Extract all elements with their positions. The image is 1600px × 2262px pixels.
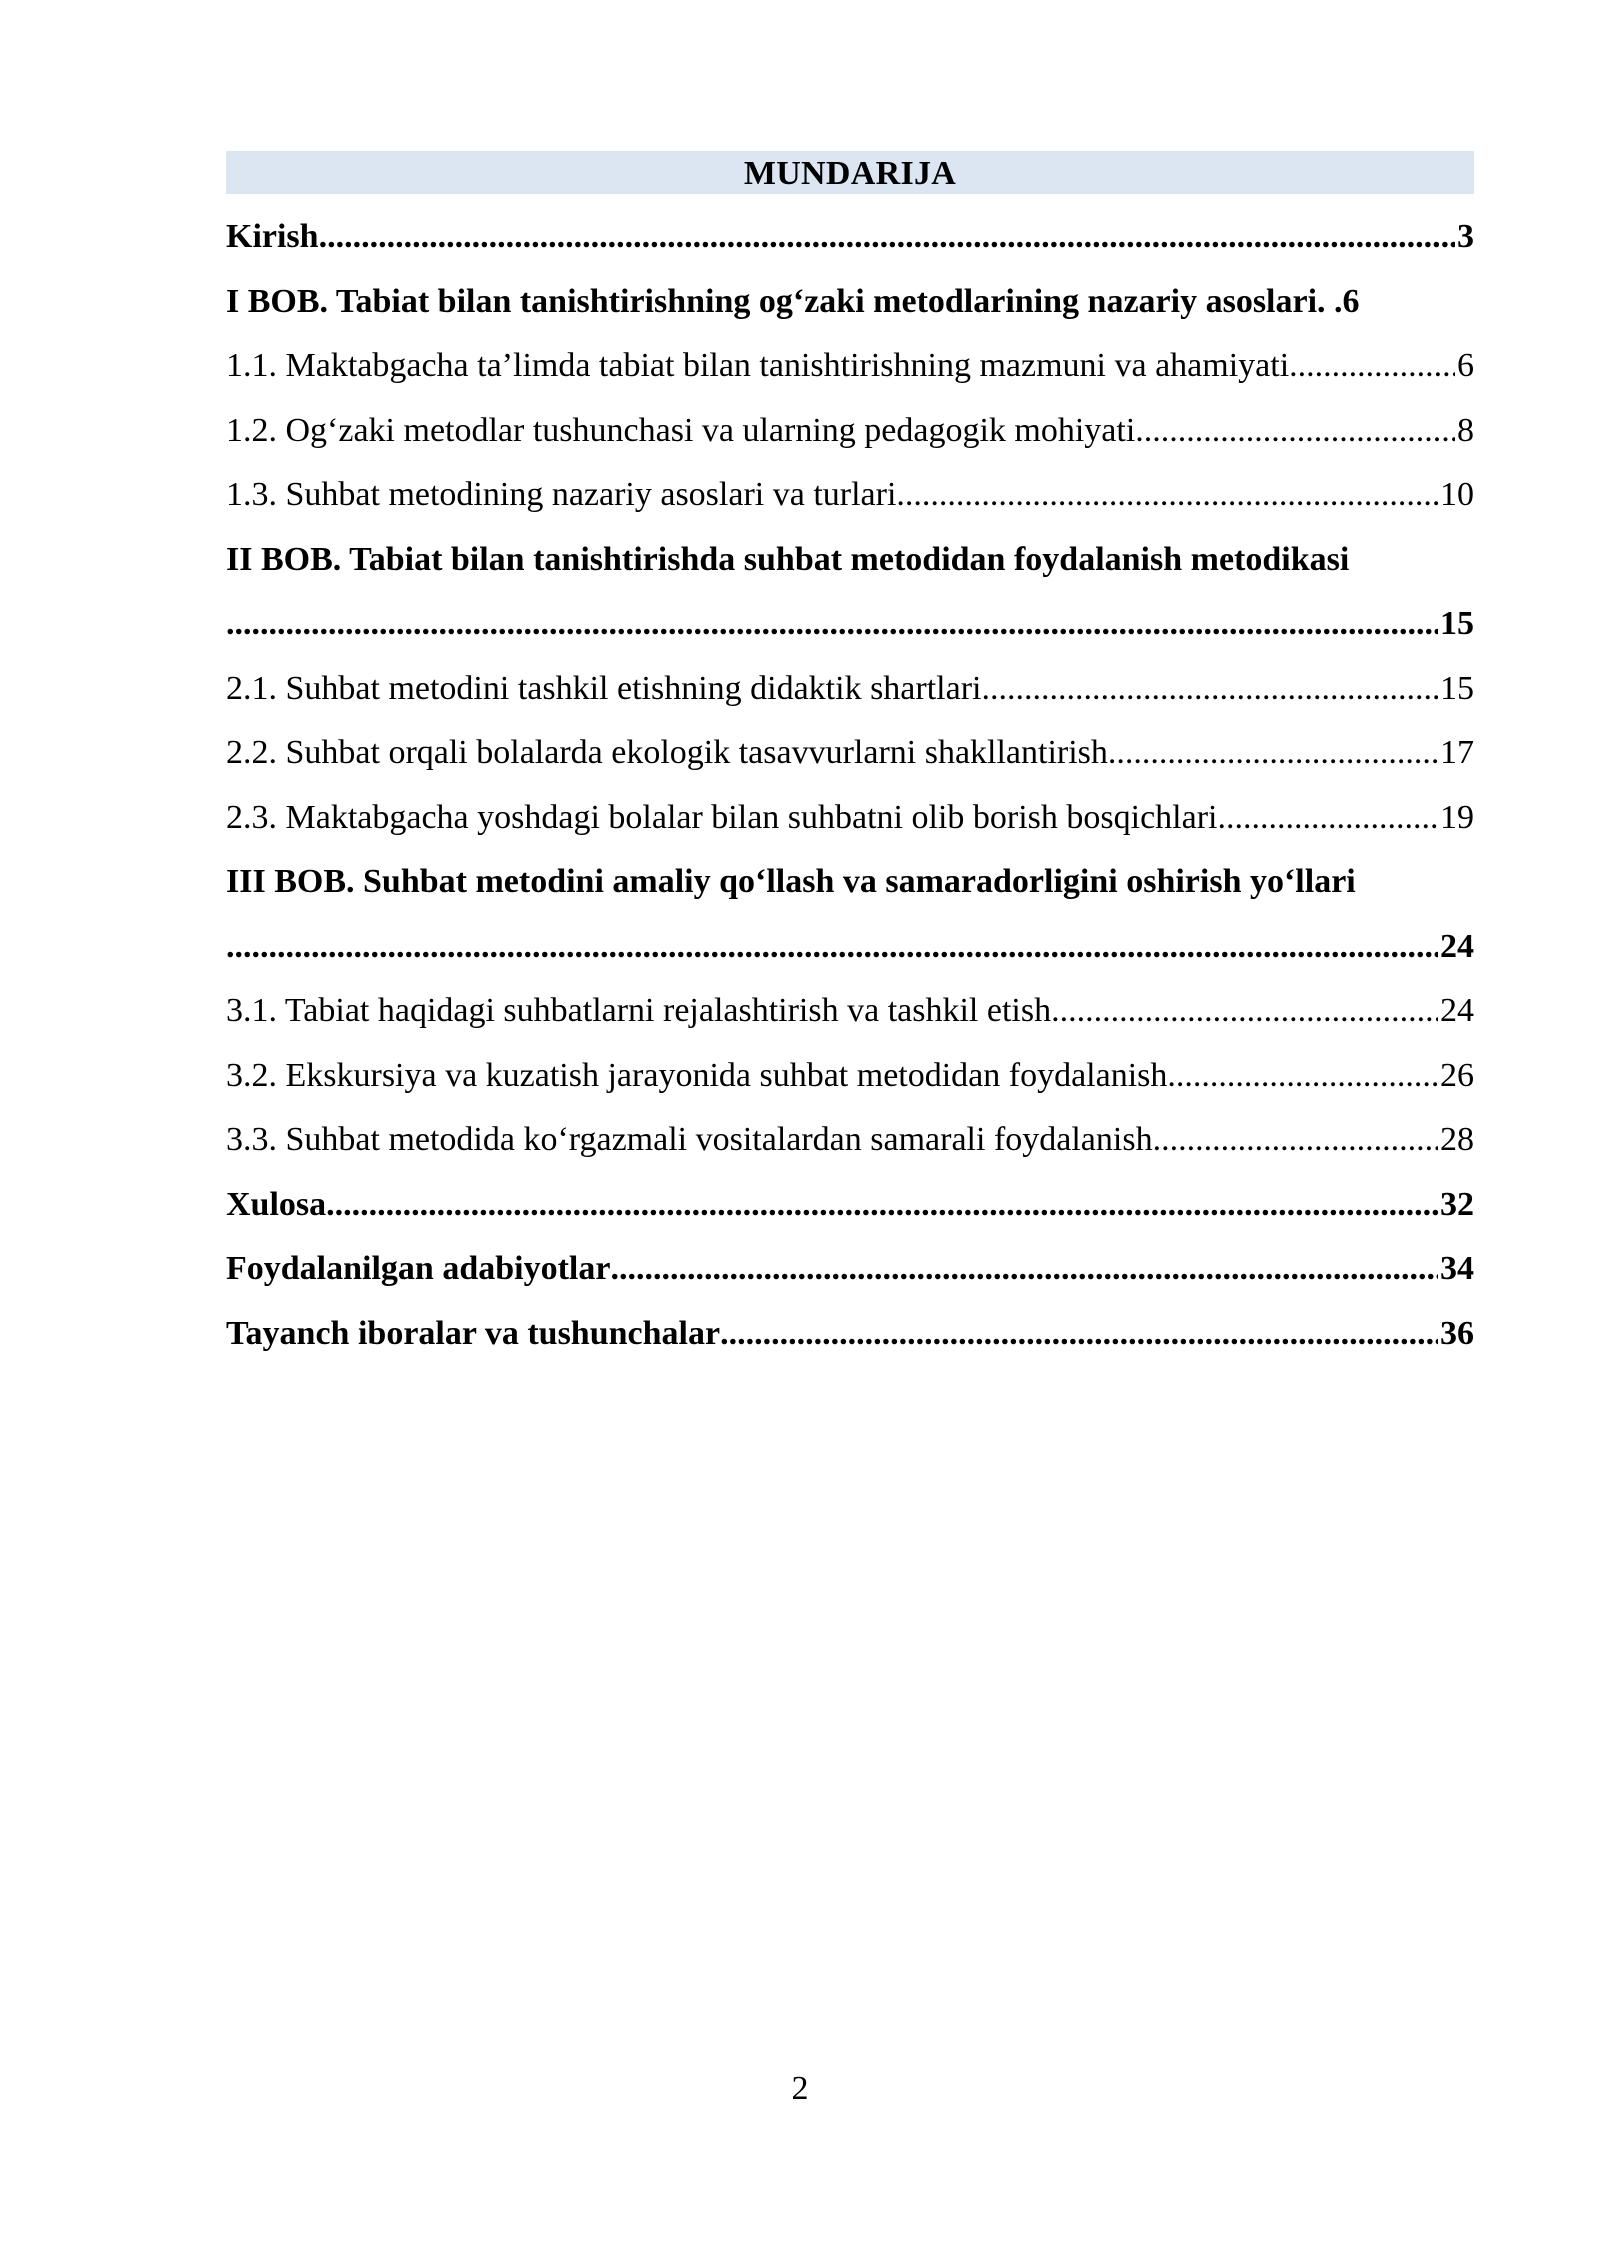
dot-leader <box>1167 1053 1438 1098</box>
dot-leader <box>319 214 1455 259</box>
toc-entry-chapter-3-title[interactable] <box>226 859 1474 924</box>
toc-entry-page: 36 <box>1440 1314 1474 1352</box>
toc-entry-chapter-2-leader[interactable] <box>226 601 1474 666</box>
dot-leader <box>981 666 1438 711</box>
toc-entry-3-2[interactable] <box>226 1053 1474 1118</box>
dot-leader <box>1051 988 1438 1033</box>
toc-entry-1-2[interactable] <box>226 408 1474 473</box>
toc-entry-page: 32 <box>1440 1185 1474 1223</box>
toc-entry-label: 2.1. Suhbat metodini tashkil etishning didaktik shartlari <box>226 669 982 707</box>
toc-entry-xulosa[interactable] <box>226 1182 1474 1247</box>
toc-entry-label: 1.3. Suhbat metodining nazariy asoslari va turlari <box>226 476 897 513</box>
toc-entry-page: 26 <box>1440 1056 1474 1094</box>
toc-entry-page: 6 <box>1457 347 1474 384</box>
toc-entry-page: 10 <box>1440 476 1474 513</box>
dot-leader <box>610 1246 1438 1291</box>
toc-entry-label: 3.2. Ekskursiya va kuzatish jarayonida suhbat metodidan foydalanish <box>226 1056 1168 1094</box>
toc-entry-label: Xulosa <box>226 1185 327 1223</box>
toc-entry-page: 3 <box>1457 218 1474 255</box>
toc-entry-2-3[interactable] <box>226 795 1474 860</box>
toc-entry-page: 34 <box>1440 1250 1474 1287</box>
toc-entry-page: 15 <box>1440 605 1474 642</box>
toc-entry-page: 15 <box>1440 669 1474 707</box>
toc-entry-page: 8 <box>1457 411 1474 449</box>
toc-title: MUNDARIJA <box>226 151 1474 194</box>
toc-entry-label: 2.2. Suhbat orqali bolalarda ekologik tasavvurlarni shakllantirish <box>226 734 1108 771</box>
dot-leader <box>1217 795 1438 840</box>
toc-entry-label: III BOB. Suhbat metodini amaliy qo‘llash va samaradorligini oshirish yo‘llari <box>226 863 1356 900</box>
toc-entry-1-3[interactable] <box>226 472 1474 537</box>
dot-leader <box>1153 1117 1438 1162</box>
toc-entry-page: 24 <box>1440 992 1474 1029</box>
toc-entry-page: 28 <box>1440 1121 1474 1158</box>
toc-entry-chapter-2-title[interactable] <box>226 537 1474 602</box>
dot-leader <box>226 924 1438 969</box>
table-of-contents <box>226 214 1474 1375</box>
toc-entry-kirish[interactable] <box>226 214 1474 279</box>
page-number: 2 <box>791 2070 809 2107</box>
toc-entry-page: 19 <box>1440 798 1474 836</box>
toc-entry-page: 6 <box>1342 282 1360 320</box>
toc-entry-3-3[interactable] <box>226 1117 1474 1182</box>
dot-leader <box>326 1182 1438 1227</box>
dot-leader <box>1108 730 1438 775</box>
toc-entry-2-1[interactable] <box>226 666 1474 731</box>
toc-entry-label: Foydalanilgan adabiyotlar <box>226 1250 611 1287</box>
toc-entry-label: 2.3. Maktabgacha yoshdagi bolalar bilan suhbatni olib borish bosqichlari <box>226 798 1218 836</box>
toc-entry-label: I BOB. Tabiat bilan tanishtirishning og‘zaki metodlarining nazariy asoslari. . <box>226 282 1343 320</box>
toc-entry-label: II BOB. Tabiat bilan tanishtirishda suhbat metodidan foydalanish metodikasi <box>226 540 1350 578</box>
toc-entry-page: 24 <box>1440 927 1474 965</box>
toc-entry-label: 1.1. Maktabgacha ta’limda tabiat bilan tanishtirishning mazmuni va ahamiyati <box>226 347 1290 384</box>
toc-entry-3-1[interactable] <box>226 988 1474 1053</box>
dot-leader <box>1289 343 1455 388</box>
toc-entry-label: 1.2. Og‘zaki metodlar tushunchasi va ularning pedagogik mohiyati <box>226 411 1136 449</box>
toc-entry-label: 3.1. Tabiat haqidagi suhbatlarni rejalashtirish va tashkil etish <box>226 992 1052 1029</box>
toc-entry-page: 17 <box>1440 734 1474 771</box>
toc-entry-chapter-1[interactable] <box>226 279 1474 344</box>
toc-entry-tayanch-iboralar[interactable] <box>226 1311 1474 1376</box>
toc-entry-label: Tayanch iboralar va tushunchalar <box>226 1314 721 1352</box>
dot-leader <box>226 601 1438 646</box>
toc-entry-1-1[interactable] <box>226 343 1474 408</box>
toc-entry-adabiyotlar[interactable] <box>226 1246 1474 1311</box>
dot-leader <box>1135 408 1455 453</box>
toc-entry-2-2[interactable] <box>226 730 1474 795</box>
dot-leader <box>720 1311 1438 1356</box>
toc-entry-chapter-3-leader[interactable] <box>226 924 1474 989</box>
dot-leader <box>896 472 1438 517</box>
toc-entry-label: Kirish <box>226 218 319 255</box>
toc-entry-label: 3.3. Suhbat metodida ko‘rgazmali vositalardan samarali foydalanish <box>226 1121 1153 1158</box>
